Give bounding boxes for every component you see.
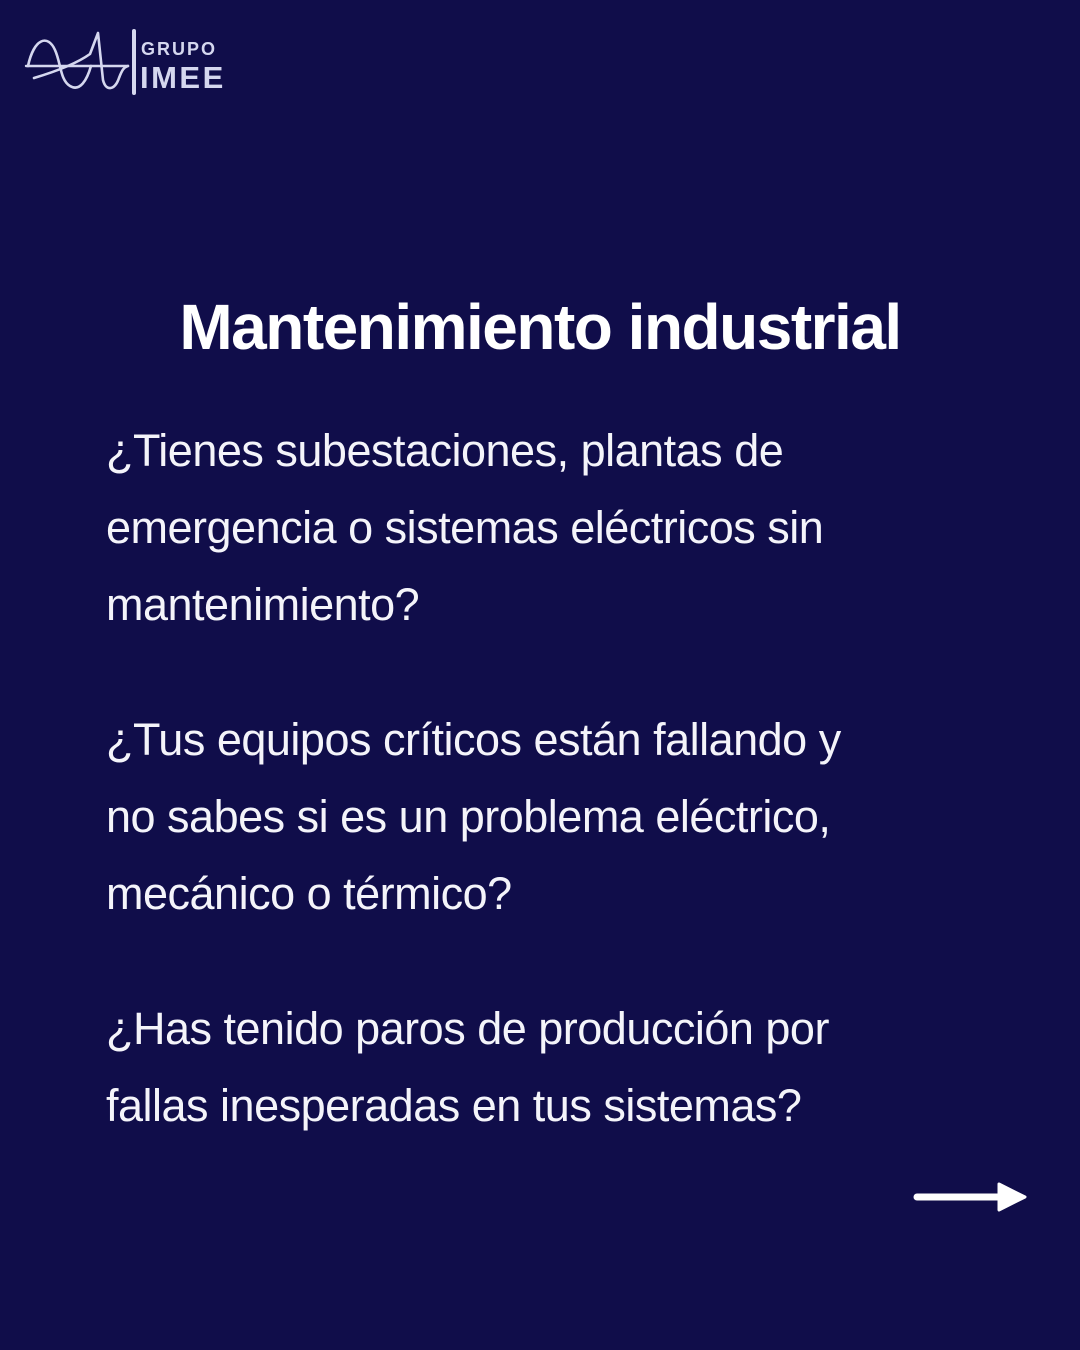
question-paragraph-3 xyxy=(106,990,986,1144)
sine-wave-icon xyxy=(24,24,234,100)
paragraph-line: mecánico o térmico? xyxy=(106,868,512,919)
paragraph-line: no sabes si es un problema eléctrico, xyxy=(106,791,831,842)
questions-block xyxy=(106,412,986,1144)
page-title: Mantenimiento industrial xyxy=(179,290,901,363)
question-paragraph-2 xyxy=(106,701,986,932)
question-paragraph-1 xyxy=(106,412,986,643)
brand-imee: IMEE xyxy=(140,60,226,95)
paragraph-line: ¿Tienes subestaciones, plantas de xyxy=(106,425,784,476)
next-arrow-icon[interactable] xyxy=(913,1177,1029,1217)
paragraph-line: fallas inesperadas en tus sistemas? xyxy=(106,1080,802,1131)
paragraph-line: ¿Tus equipos críticos están fallando y xyxy=(106,714,841,765)
paragraph-line: ¿Has tenido paros de producción por xyxy=(106,1003,829,1054)
paragraph-line: emergencia o sistemas eléctricos sin xyxy=(106,502,824,553)
paragraph-line: mantenimiento? xyxy=(106,579,420,630)
grupo-imee-logo xyxy=(24,24,234,100)
brand-grupo: GRUPO xyxy=(141,39,218,59)
